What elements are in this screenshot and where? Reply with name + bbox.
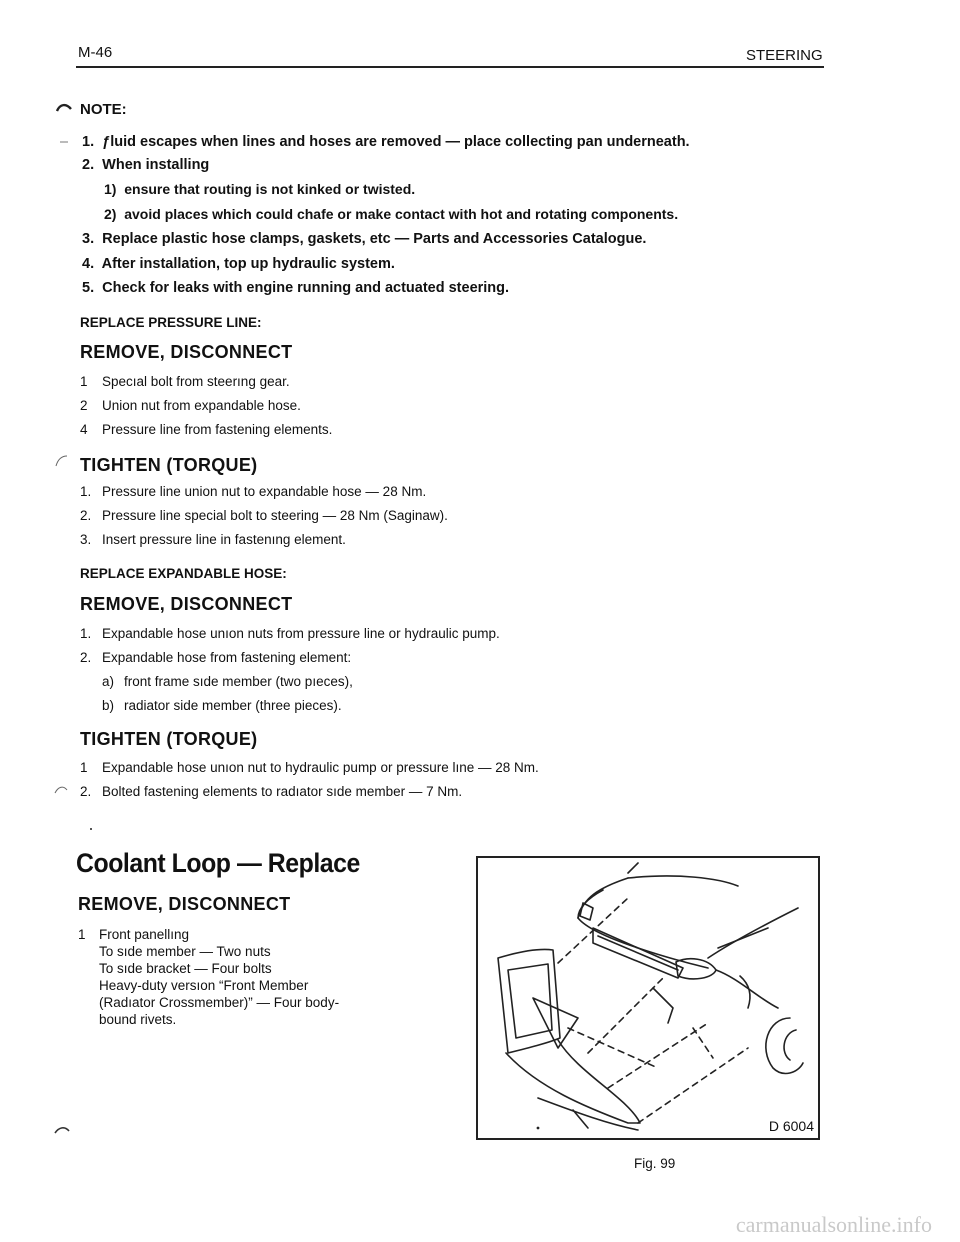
section-heading: REPLACE EXPANDABLE HOSE: [80,566,287,581]
note-subitem: 1) ensure that routing is not kinked or twisted. [104,181,416,197]
step-subitem: a) front frame sıde member (two pıeces), [102,674,353,689]
step-item: 1 Front panellıng [78,927,190,942]
margin-mark [54,454,68,468]
subheading: REMOVE, DISCONNECT [80,342,293,362]
section-title: STEERING [746,47,823,64]
step-line: bound rivets. [99,1012,177,1027]
note-item: 3. Replace plastic hose clamps, gaskets, etc — Parts and Accessories Catalogue. [82,231,647,247]
step-item: 1. Expandable hose unıon nuts from pressure line or hydraulic pump. [80,626,500,641]
page-reference: M-46 [78,44,113,61]
step-line: (Radıator Crossmember)” — Four body- [99,995,340,1010]
step-item: 2. Pressure line special bolt to steering — 28 Nm (Saginaw). [80,508,448,523]
note-title: NOTE: [80,101,127,118]
step-item: 1 Expandable hose unıon nut to hydraulic pump or pressure lıne — 28 Nm. [80,760,539,775]
speck [537,1127,540,1130]
step-line: To sıde member — Two nuts [99,944,271,959]
step-line: To sıde bracket — Four bolts [99,961,272,976]
step-line: Heavy-duty versıon “Front Member [99,978,309,993]
step-item: 1. Pressure line union nut to expandable hose — 28 Nm. [80,484,427,499]
step-subitem: b) radiator side member (three pieces). [102,698,342,713]
section-heading: REPLACE PRESSURE LINE: [80,315,262,330]
figure-frame [476,856,820,1140]
step-item: 4 Pressure line from fastening elements. [80,422,333,437]
subheading: TIGHTEN (TORQUE) [80,729,258,749]
step-item: 2. Bolted fastening elements to radıator sıde member — 7 Nm. [80,784,463,799]
note-item: 5. Check for leaks with engine running and actuated steering. [82,280,510,296]
note-item: 1. ƒluid escapes when lines and hoses are removed — place collecting pan underneath. [82,134,690,150]
header-rule [76,66,824,68]
subheading: TIGHTEN (TORQUE) [80,455,258,475]
step-item: 2 Union nut from expandable hose. [80,398,301,413]
coolant-title: Coolant Loop — Replace [76,848,360,878]
step-item: 1 Specıal bolt from steerıng gear. [80,374,290,389]
margin-mark [54,1124,70,1134]
figure-caption: Fig. 99 [634,1156,676,1171]
note-item: 2. When installing [82,157,210,173]
step-item: 3. Insert pressure line in fastenıng element. [80,532,346,547]
watermark-text: carmanualsonline.info [735,1212,932,1237]
margin-mark [60,140,68,144]
margin-mark [54,784,68,794]
figure-code: D 6004 [768,1118,814,1134]
coolant-steps [78,926,339,1028]
front-panel-illustration [478,858,818,1138]
margin-mark [56,102,72,112]
subheading: REMOVE, DISCONNECT [80,594,293,614]
step-item: 2. Expandable hose from fastening element: [80,650,352,665]
note-item: 4. After installation, top up hydraulic system. [82,256,395,272]
subheading: REMOVE, DISCONNECT [78,894,291,914]
speck [90,828,92,830]
note-subitem: 2) avoid places which could chafe or make contact with hot and rotating components. [104,206,679,222]
